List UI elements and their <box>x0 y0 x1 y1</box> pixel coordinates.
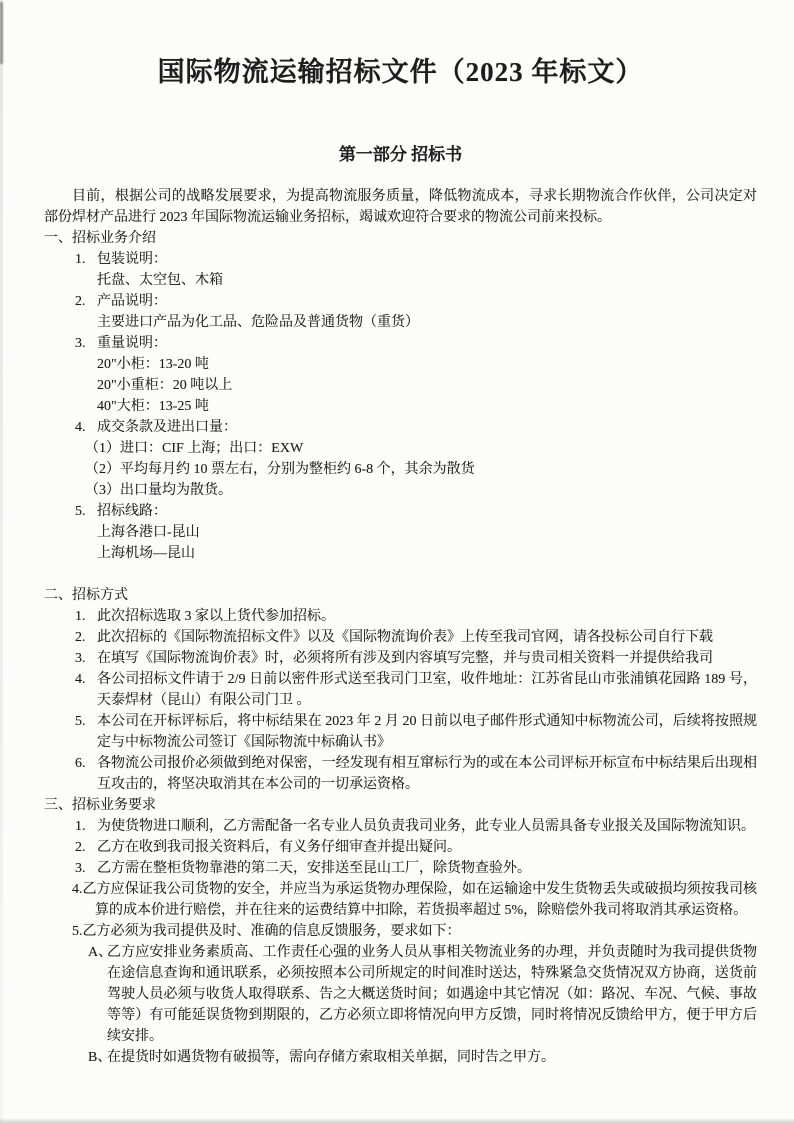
item-text: 各物流公司报价必须做到绝对保密，一经发现有相互窜标行为的或在本公司评标开标宣布中标结果后出现相互攻击的，将坚决取消其在本公司的一切承运资格。 <box>97 756 757 792</box>
section-2-item-1 <box>44 606 757 627</box>
item-text: 本公司在开标评标后，将中标结果在 2023 年 2 月 20 日前以电子邮件形式通知中标物流公司，后续将按照规定与中标物流公司签订《国际物流中标确认书》 <box>97 714 757 750</box>
intro-paragraph: 目前，根据公司的战略发展要求，为提高物流服务质量，降低物流成本，寻求长期物流合作伙伴，公司决定对部份焊材产品进行 2023 年国际物流运输业务招标，竭诚欢迎符合要求的物流公司前来投标。 <box>44 189 757 225</box>
section-1-item-5 <box>44 501 757 522</box>
item-number: 3. <box>75 336 86 351</box>
item-text: 在填写《国际物流询价表》时，必须将所有涉及到内容填写完整，并与贵司相关资料一并提供给我司 <box>97 651 713 666</box>
section-1-item-1-line: 托盘、太空包、木箱 <box>97 273 223 288</box>
item-label: 成交条款及进出口量： <box>97 420 237 435</box>
item-label: 包装说明： <box>97 252 167 267</box>
document-content <box>0 52 794 1068</box>
section-3-item-3 <box>44 858 757 879</box>
section-2-item-3 <box>44 648 757 669</box>
section-1-item-4-line: （1）进口：CIF 上海；出口：EXW <box>85 441 304 456</box>
item-number: 2. <box>75 294 86 309</box>
item-number: 6. <box>75 756 86 771</box>
section-1-item-3-line: 40"大柜：13-25 吨 <box>97 399 209 414</box>
section-3-item-5-sub-b <box>44 1047 757 1068</box>
section-1-item-4-line: （2）平均每月约 10 票左右，分别为整柜约 6-8 个，其余为散货 <box>85 462 475 477</box>
item-text: 乙方需在整柜货物靠港的第二天，安排送至昆山工厂，除货物查验外。 <box>97 861 531 876</box>
section-2-item-2 <box>44 627 757 648</box>
section-1-item-3 <box>44 333 757 354</box>
section-1-item-1 <box>44 249 757 270</box>
section-1-item-2 <box>44 291 757 312</box>
section-1-item-5-line: 上海各港口-昆山 <box>97 525 200 540</box>
item-number: 4. <box>75 672 86 687</box>
section-2-heading: 二、招标方式 <box>44 588 128 603</box>
item-letter: A、 <box>88 945 113 960</box>
section-3-item-4: 4.乙方应保证我公司货物的安全，并应当为承运货物办理保险，如在运输途中发生货物丢失或破损均须按我司核算的成本价进行赔偿，并在往来的运费结算中扣除，若货损率超过 5%，除赔偿外我司将取消其承运资格。 <box>72 882 757 918</box>
section-2-item-6 <box>44 753 757 795</box>
item-text: 乙方在收到我司报关资料后，有义务仔细审查并提出疑问。 <box>97 840 461 855</box>
scan-artifact-bottom-edge <box>0 1118 794 1123</box>
section-3-heading: 三、招标业务要求 <box>44 798 156 813</box>
section-1-item-3-line: 20"小重柜：20 吨以上 <box>97 378 233 393</box>
item-label: 招标线路： <box>97 504 167 519</box>
section-1-item-3-line: 20"小柜：13-20 吨 <box>97 357 209 372</box>
document-title: 国际物流运输招标文件（2023 年标文） <box>157 57 644 87</box>
section-3-item-1 <box>44 816 757 837</box>
item-number: 2. <box>75 840 86 855</box>
part-heading: 第一部分 招标书 <box>338 145 463 164</box>
item-number: 3. <box>75 651 86 666</box>
section-3-item-5-sub-a <box>44 942 757 1047</box>
item-number: 3. <box>75 861 86 876</box>
section-1-item-4-line: （3）出口量均为散货。 <box>85 483 232 498</box>
item-number: 1. <box>75 252 86 267</box>
item-letter: B、 <box>88 1050 112 1065</box>
item-label: 产品说明： <box>97 294 167 309</box>
section-1-heading: 一、招标业务介绍 <box>44 231 156 246</box>
item-text: 在提货时如遇货物有破损等，需向存储方索取相关单据，同时告之甲方。 <box>107 1050 555 1065</box>
item-number: 5. <box>75 504 86 519</box>
item-text: 为使货物进口顺利，乙方需配备一名专业人员负责我司业务，此专业人员需具备专业报关及国际物流知识。 <box>97 819 755 834</box>
section-2-item-5 <box>44 711 757 753</box>
document-body <box>44 186 757 1068</box>
item-number: 1. <box>75 609 86 624</box>
item-text: 乙方应安排业务素质高、工作责任心强的业务人员从事相关物流业务的办理，并负责随时为我司提供货物在途信息查询和通讯联系，必须按照本公司所规定的时间准时送达，特殊紧急交货情况双方协商，送货前驾驶人员必须与收货人取得联系、告之大概送货时间；如遇途中其它情况（如：路况、车况、气候、事故等等）有可能延误货物到期限的，乙方必须立即将情况向甲方反馈，同时将情况反馈给甲方，便于甲方后续安排。 <box>107 945 757 1044</box>
item-number: 2. <box>75 630 86 645</box>
section-3-item-2 <box>44 837 757 858</box>
section-3-item-5: 5.乙方必须为我司提供及时、准确的信息反馈服务，要求如下： <box>72 924 461 939</box>
section-1-item-2-line: 主要进口产品为化工品、危险品及普通货物（重货） <box>97 315 419 330</box>
section-1-item-5-line: 上海机场—昆山 <box>97 546 195 561</box>
item-number: 5. <box>75 714 86 729</box>
section-1-item-4 <box>44 417 757 438</box>
item-text: 各公司招标文件请于 2/9 日前以密件形式送至我司门卫室，收件地址：江苏省昆山市张浦镇花园路 189 号，天泰焊材（昆山）有限公司门卫 。 <box>97 672 757 708</box>
item-number: 1. <box>75 819 86 834</box>
item-number: 4. <box>75 420 86 435</box>
item-text: 此次招标的《国际物流招标文件》以及《国际物流询价表》上传至我司官网，请各投标公司自行下载 <box>97 630 713 645</box>
section-2-item-4 <box>44 669 757 711</box>
item-text: 此次招标选取 3 家以上货代参加招标。 <box>97 609 335 624</box>
item-label: 重量说明： <box>97 336 167 351</box>
